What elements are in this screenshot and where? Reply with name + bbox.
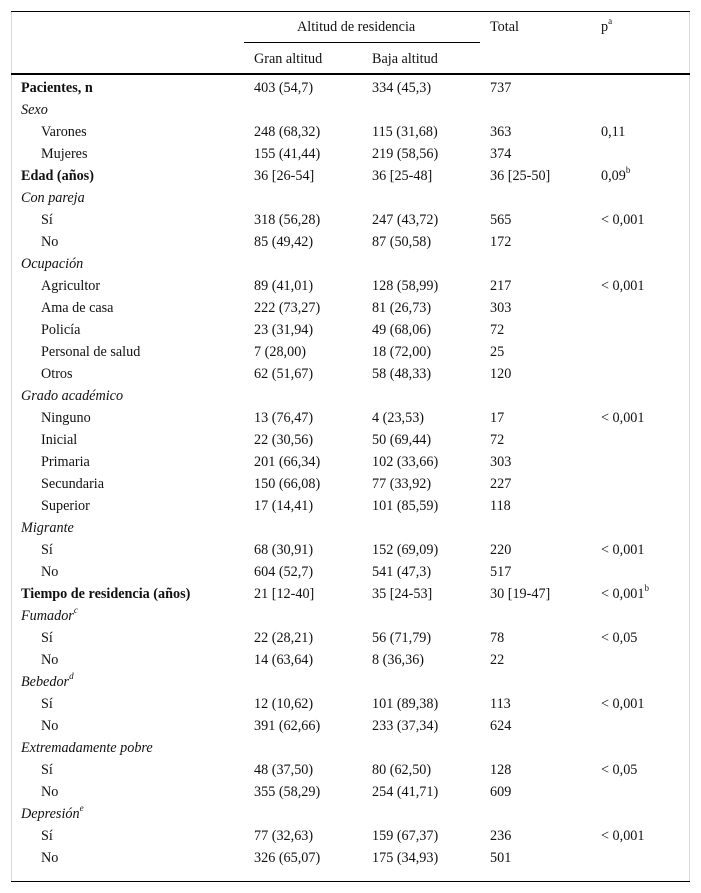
cell-gran [254,80,313,97]
row-label [41,476,104,493]
p-footnote: b [625,165,631,176]
cell-p-text: < 0,001 [601,586,645,602]
cell-gran [254,498,313,515]
row-label [41,718,58,735]
cell-baja-text: 159 (67,37) [372,828,439,844]
cell-baja [372,168,432,185]
cell-gran [254,784,320,801]
row-label-text: Ocupación [21,256,84,272]
cell-baja-text: 101 (89,38) [372,696,439,712]
row-label [41,300,113,317]
cell-gran [254,454,320,471]
cell-gran [254,278,313,295]
cell-baja [372,432,431,449]
cell-total-text: 624 [490,718,512,734]
row-label-text: Policía [41,322,81,338]
cell-baja [372,564,431,581]
cell-baja [372,476,431,493]
cell-p-text: < 0,001 [601,696,645,712]
cell-p-text: < 0,001 [601,212,645,228]
row-label-text: Sí [41,212,53,228]
row-label [41,762,53,779]
cell-gran-text: 85 (49,42) [254,234,314,250]
cell-gran-text: 318 (56,28) [254,212,321,228]
cell-baja-text: 18 (72,00) [372,344,432,360]
row-label-footnote: c [73,605,78,616]
row-label [21,671,74,691]
cell-gran [254,718,320,735]
row-label [21,740,153,757]
cell-gran-text: 23 (31,94) [254,322,314,338]
cell-p [601,696,644,713]
cell-baja [372,630,431,647]
table-bottom-rule [11,881,690,882]
header-bottom-rule [11,73,690,75]
cell-p [601,124,625,141]
cell-gran-text: 150 (66,08) [254,476,321,492]
cell-gran-text: 391 (62,66) [254,718,321,734]
cell-baja [372,542,438,559]
table-top-rule [11,11,690,12]
cell-baja-text: 233 (37,34) [372,718,439,734]
cell-gran-text: 222 (73,27) [254,300,321,316]
cell-gran [254,124,320,141]
cell-baja [372,696,438,713]
cell-total [490,410,504,427]
cell-gran-text: 155 (41,44) [254,146,321,162]
cell-total-text: 113 [490,696,511,712]
row-label [41,146,88,163]
cell-baja [372,410,424,427]
cell-gran-text: 17 (14,41) [254,498,314,514]
row-label [41,322,80,339]
cell-gran-text: 77 (32,63) [254,828,314,844]
row-label-text: No [41,718,59,734]
cell-p [601,278,644,295]
cell-p [601,542,644,559]
cell-total-text: 120 [490,366,512,382]
cell-baja [372,586,432,603]
cell-total [490,80,511,97]
row-label [41,850,58,867]
cell-baja [372,80,431,97]
cell-gran-text: 36 [26-54] [254,168,315,184]
row-label [41,278,100,295]
cell-baja [372,124,438,141]
cell-gran [254,542,313,559]
row-label-text: Agricultor [41,278,101,294]
row-label-text: Bebedor [21,674,70,690]
group-header-rule [244,42,480,43]
cell-gran-text: 403 (54,7) [254,80,314,96]
row-label-text: Con pareja [21,190,85,206]
row-label-text: Grado académico [21,388,124,404]
row-label-text: No [41,564,59,580]
cell-total [490,542,511,559]
cell-gran [254,828,313,845]
row-label [21,102,48,119]
cell-baja-text: 102 (33,66) [372,454,439,470]
cell-total-text: 501 [490,850,512,866]
cell-baja-text: 81 (26,73) [372,300,432,316]
cell-total [490,784,511,801]
row-label-text: Otros [41,366,73,382]
cell-baja [372,498,438,515]
row-label-text: Sí [41,542,53,558]
cell-gran [254,762,313,779]
cell-total [490,146,511,163]
cell-total-text: 36 [25-50] [490,168,551,184]
row-label-text: Pacientes, n [21,80,93,96]
cell-baja [372,234,431,251]
cell-gran [254,146,320,163]
cell-baja-text: 101 (85,59) [372,498,439,514]
cell-baja-text: 219 (58,56) [372,146,439,162]
cell-total [490,322,504,339]
cell-p [601,410,644,427]
row-label [21,803,84,823]
cell-gran [254,432,313,449]
cell-baja-text: 49 (68,06) [372,322,432,338]
row-label [21,388,123,405]
cell-total-text: 72 [490,432,505,448]
cell-total-text: 172 [490,234,512,250]
p-footnote: b [644,583,649,594]
cell-baja [372,718,438,735]
row-label-text: Sí [41,696,53,712]
cell-total-text: 17 [490,410,505,426]
cell-gran [254,322,313,339]
row-label [41,696,53,713]
cell-total [490,498,511,515]
cell-total-text: 737 [490,80,512,96]
row-label [41,344,140,361]
row-label [41,432,77,449]
cell-p-text: < 0,05 [601,630,638,646]
cell-total [490,234,511,251]
row-label [21,256,83,273]
cell-gran-text: 21 [12-40] [254,586,315,602]
cell-gran [254,630,313,647]
row-label-text: Sí [41,762,53,778]
row-label [21,190,85,207]
row-label [41,234,58,251]
cell-baja [372,454,438,471]
cell-baja-text: 35 [24-53] [372,586,433,602]
cell-total [490,344,504,361]
row-label-text: Primaria [41,454,90,470]
cell-baja [372,344,431,361]
row-label-text: Inicial [41,432,78,448]
cell-total [490,278,511,295]
cell-gran [254,850,320,867]
cell-total [490,850,511,867]
row-label-text: Extremadamente pobre [21,740,153,756]
cell-baja [372,652,424,669]
cell-total-text: 609 [490,784,512,800]
row-label [41,410,91,427]
row-label [21,168,94,185]
cell-p [601,583,649,603]
cell-baja-text: 4 (23,53) [372,410,425,426]
cell-p-text: < 0,001 [601,278,645,294]
cell-total [490,630,504,647]
cell-baja [372,828,438,845]
row-label-text: Secundaria [41,476,105,492]
cell-gran [254,212,320,229]
cell-gran-text: 7 (28,00) [254,344,307,360]
cell-baja [372,784,438,801]
row-label-text: Sí [41,828,53,844]
row-label-text: Ninguno [41,410,91,426]
cell-total [490,564,511,581]
cell-gran-text: 89 (41,01) [254,278,314,294]
row-label-text: No [41,784,59,800]
cell-gran-text: 62 (51,67) [254,366,314,382]
cell-total-text: 303 [490,300,512,316]
row-label [41,212,53,229]
row-label [41,366,73,383]
cell-total-text: 220 [490,542,512,558]
cell-gran [254,564,313,581]
header-altitud-residencia: Altitud de residencia [297,19,416,35]
cell-gran [254,410,313,427]
cell-gran-text: 22 (30,56) [254,432,314,448]
cell-baja-text: 58 (48,33) [372,366,432,382]
cell-gran [254,168,314,185]
row-label-text: Varones [41,124,87,140]
cell-total-text: 517 [490,564,512,580]
cell-p [601,828,644,845]
cell-total [490,454,511,471]
cell-gran-text: 12 (10,62) [254,696,314,712]
cell-total [490,366,511,383]
cell-gran-text: 248 (68,32) [254,124,321,140]
cell-gran [254,300,320,317]
row-label [41,498,90,515]
cell-total [490,652,504,669]
cell-baja-text: 115 (31,68) [372,124,438,140]
cell-gran-text: 604 (52,7) [254,564,314,580]
cell-p [601,630,637,647]
row-label-text: Tiempo de residencia (años) [21,586,191,602]
cell-baja [372,146,438,163]
row-label [21,586,190,603]
cell-gran [254,234,313,251]
header-total: Total [490,19,519,35]
row-label [21,520,74,537]
row-label [41,542,53,559]
cell-baja [372,850,438,867]
row-label [21,605,78,625]
cell-baja-text: 8 (36,36) [372,652,425,668]
cell-gran [254,344,306,361]
cell-gran-text: 201 (66,34) [254,454,321,470]
cell-baja-text: 541 (47,3) [372,564,432,580]
row-label-text: Migrante [21,520,74,536]
cell-total [490,432,504,449]
cell-baja-text: 128 (58,99) [372,278,439,294]
cell-total-text: 363 [490,124,512,140]
cell-gran-text: 14 (63,64) [254,652,314,668]
header-p [601,16,613,36]
cell-p [601,165,631,185]
cell-baja [372,212,438,229]
cell-total-text: 118 [490,498,511,514]
row-label-text: No [41,652,59,668]
cell-gran [254,696,313,713]
cell-p-text: < 0,001 [601,828,645,844]
cell-baja-text: 334 (45,3) [372,80,432,96]
header-gran-altitud: Gran altitud [254,51,323,67]
row-label [41,630,53,647]
cell-total [490,696,511,713]
cell-total [490,586,550,603]
row-label [41,784,58,801]
row-label-text: Depresión [21,806,80,822]
cell-baja-text: 247 (43,72) [372,212,439,228]
cell-total-text: 227 [490,476,512,492]
cell-gran-text: 48 (37,50) [254,762,314,778]
cell-p [601,212,644,229]
cell-p-text: < 0,001 [601,542,645,558]
cell-total-text: 565 [490,212,512,228]
cell-total-text: 72 [490,322,505,338]
row-label-text: Sí [41,630,53,646]
cell-total [490,168,550,185]
cell-gran [254,476,320,493]
cell-p-text: 0,09 [601,168,626,184]
cell-total [490,828,511,845]
cell-total-text: 303 [490,454,512,470]
cell-total-text: 30 [19-47] [490,586,551,602]
row-label-text: Edad (años) [21,168,94,184]
cell-baja [372,366,431,383]
cell-total-text: 217 [490,278,512,294]
row-label-text: Mujeres [41,146,88,162]
header-p-footnote: a [608,16,613,27]
row-label [41,564,58,581]
row-label-text: Ama de casa [41,300,114,316]
cell-baja [372,300,431,317]
row-label-footnote: e [79,803,84,814]
row-label [41,652,58,669]
row-label [21,80,93,97]
cell-p-text: 0,11 [601,124,626,140]
cell-p [601,762,637,779]
cell-baja-text: 254 (41,71) [372,784,439,800]
cell-total [490,762,511,779]
cell-baja [372,762,431,779]
row-label-text: No [41,234,59,250]
cell-total-text: 128 [490,762,512,778]
cell-baja [372,322,431,339]
cell-baja-text: 56 (71,79) [372,630,432,646]
cell-total-text: 25 [490,344,505,360]
cell-total-text: 236 [490,828,512,844]
cell-total-text: 22 [490,652,505,668]
cell-gran-text: 68 (30,91) [254,542,314,558]
cell-gran-text: 22 (28,21) [254,630,314,646]
cell-p-text: < 0,001 [601,410,645,426]
row-label-text: Sexo [21,102,48,118]
cell-total-text: 374 [490,146,512,162]
row-label [41,454,90,471]
cell-total [490,476,511,493]
cell-gran [254,366,313,383]
row-label-text: Superior [41,498,90,514]
cell-total [490,124,511,141]
cell-gran-text: 13 (76,47) [254,410,314,426]
row-label-text: Personal de salud [41,344,141,360]
header-baja-altitud: Baja altitud [372,51,438,67]
cell-baja-text: 87 (50,58) [372,234,432,250]
cell-total [490,300,511,317]
row-label [41,124,87,141]
cell-gran-text: 355 (58,29) [254,784,321,800]
row-label-text: No [41,850,59,866]
row-label-text: Fumador [21,608,74,624]
row-label [41,828,53,845]
cell-total [490,212,511,229]
cell-p-text: < 0,05 [601,762,638,778]
cell-baja-text: 80 (62,50) [372,762,432,778]
cell-baja-text: 77 (33,92) [372,476,432,492]
cell-gran [254,586,314,603]
cell-baja [372,278,438,295]
header-p-text: p [601,19,609,35]
cell-baja-text: 36 [25-48] [372,168,433,184]
cell-baja-text: 152 (69,09) [372,542,439,558]
cell-gran-text: 326 (65,07) [254,850,321,866]
cell-baja-text: 50 (69,44) [372,432,432,448]
cell-total-text: 78 [490,630,505,646]
row-label-footnote: d [69,671,74,682]
cell-gran [254,652,313,669]
cell-total [490,718,511,735]
cell-baja-text: 175 (34,93) [372,850,439,866]
